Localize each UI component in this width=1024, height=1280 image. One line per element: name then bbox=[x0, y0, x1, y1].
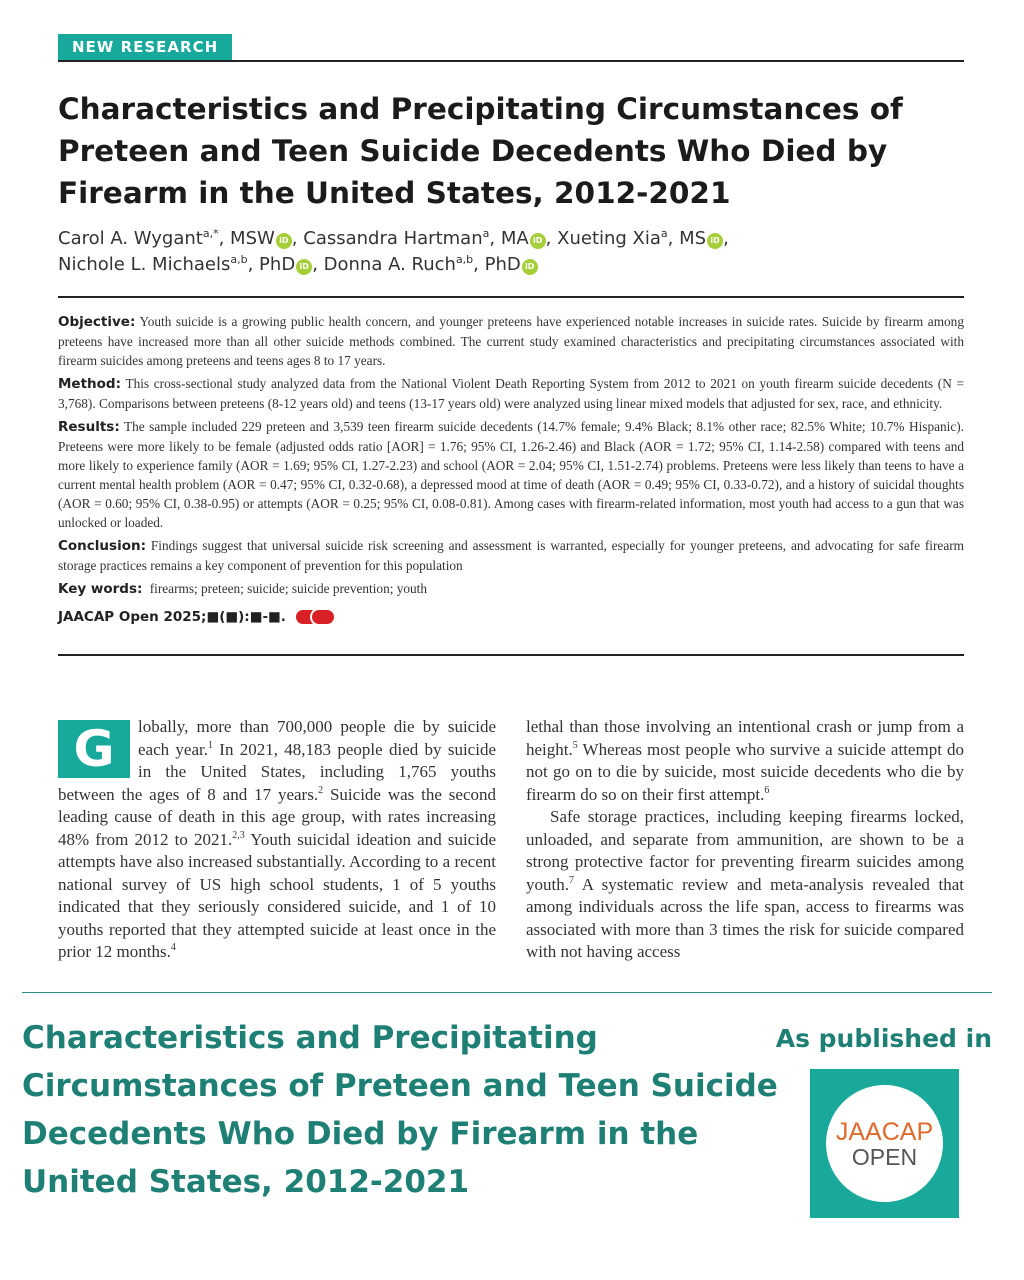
author bbox=[324, 254, 538, 275]
author: Nichole L. Michaels$^{a,b}$, PhD iD , bbox=[58, 253, 324, 275]
footer-divider bbox=[22, 992, 992, 993]
keywords-text: firearms; preteen; suicide; suicide prevention; youth bbox=[149, 581, 428, 596]
footer-title: Characteristics and Precipitating Circumstances of Preteen and Teen Suicide Decedents Who Died by Firearm in the United States, 2012-2021 bbox=[22, 1020, 778, 1200]
author: Xueting Xia$^a$, MS iD , bbox=[557, 227, 729, 249]
results-label: Results: bbox=[58, 419, 120, 435]
reference-superscript[interactable]: 7 bbox=[568, 874, 574, 886]
header-bar bbox=[58, 34, 964, 62]
objective-label: Objective: bbox=[58, 314, 136, 330]
method-label: Method: bbox=[58, 376, 121, 392]
abstract-conclusion bbox=[58, 536, 964, 575]
author-degree: , PhD bbox=[247, 254, 296, 275]
body-column-left bbox=[58, 716, 496, 964]
author-affiliation: a,* bbox=[202, 227, 219, 240]
author-affiliation: a,b bbox=[230, 253, 248, 266]
abstract-method bbox=[58, 374, 964, 413]
method-text: This cross-sectional study analyzed data from the National Violent Death Reporting System from 2012 to 2021 on youth firearm suicide decedents (N = 3,768). Comparisons between preteens (8-12 years old) and teens (13-17 years old) were analyzed using linear mixed models that adjusted for sex, race, and ethnicity. bbox=[58, 376, 964, 411]
author-name: Donna A. Ruch bbox=[323, 254, 456, 275]
body-paragraph-3: Safe storage practices, including keeping firearms locked, unloaded, and separate from ammunition, are shown to be a strong protective factor for preventing firearm suicides among youth.$^7$ A systematic review and meta-analysis revealed that among individuals across the life span, access to firearms was associated with more than 3 times the risk for suicide compared with not having access bbox=[526, 807, 964, 961]
journal-logo bbox=[810, 1069, 959, 1218]
author-affiliation: a,b bbox=[455, 253, 474, 266]
reference-superscript[interactable]: 2,3 bbox=[232, 829, 245, 841]
journal-logo-line2: OPEN bbox=[851, 1143, 918, 1170]
article-title: Characteristics and Precipitating Circumstances of Preteen and Teen Suicide Decedents Who Died by Firearm in the United States, 2012-2021 bbox=[58, 92, 903, 210]
orcid-icon[interactable]: iD bbox=[707, 233, 723, 249]
author-name: Carol A. Wygant bbox=[58, 228, 203, 249]
orcid-icon[interactable]: iD bbox=[276, 233, 292, 249]
author-list bbox=[58, 226, 938, 278]
author-name: Cassandra Hartman bbox=[303, 228, 483, 249]
journal-logo-circle bbox=[826, 1085, 943, 1202]
reference-superscript[interactable]: 6 bbox=[764, 784, 770, 796]
orcid-icon[interactable]: iD bbox=[296, 259, 312, 275]
abstract bbox=[58, 296, 964, 656]
author-name: Nichole L. Michaels bbox=[58, 254, 231, 275]
body-column-right bbox=[526, 716, 964, 964]
journal-logo-line1: JAACAP bbox=[835, 1117, 934, 1146]
keywords bbox=[58, 579, 964, 599]
objective-text: Youth suicide is a growing public health concern, and younger preteens have experienced notable increases in suicide rates. Suicide by firearm among preteens have increased more than all other suicide methods combined. The current study examined characteristics and precipitating circumstances associated with firearm suicides among preteens and teens ages 8 to 17 years. bbox=[58, 314, 964, 368]
author-degree: , PhD bbox=[473, 254, 521, 275]
author-affiliation: a bbox=[482, 227, 490, 240]
abstract-results bbox=[58, 417, 964, 532]
body-paragraph-1: lobally, more than 700,000 people die by suicide each year.$^1$ In 2021, 48,183 people died by suicide in the United States, including 1,765 youths between the ages of 8 and 17 years.$^2$ Suicide was the second leading cause of death in this age group, with rates increasing 48% from 2012 to 2021.$^{2,3}$ Youth suicidal ideation and suicide attempts have also increased substantially. According to a recent national survey of US high school students, 1 of 5 youths indicated that they seriously considered suicide, and 1 of 10 youths reported that they attempted suicide at least once in the prior 12 months.$^4$ bbox=[58, 717, 497, 961]
author: Cassandra Hartman$^a$, MA iD , bbox=[303, 227, 558, 249]
article-body bbox=[58, 716, 964, 964]
body-paragraph-2: lethal than those involving an intentional crash or jump from a height.$^5$ Whereas most people who survive a suicide attempt do not go on to die by suicide, most suicide decedents who die by firearm do so on their first attempt.$^6$ bbox=[526, 717, 964, 804]
crossmark-icon[interactable] bbox=[294, 605, 338, 629]
abstract-objective bbox=[58, 312, 964, 370]
author-affiliation: a bbox=[660, 227, 668, 240]
results-text: The sample included 229 preteen and 3,539 teen firearm suicide decedents (14.7% female; 9.4% Black; 8.1% other race; 82.5% White; 10.7% Hispanic). Preteens were more likely to be female (adjusted odds ratio [AOR] = 1.76; 95% CI, 1.26-2.46) and Black (AOR = 1.72; 95% CI, 1.14-2.58) compared with teens and more likely to experience family (AOR = 1.69; 95% CI, 1.27-2.23) and school (AOR = 2.04; 95% CI, 1.51-2.74) problems. Preteens were less likely than teens to have a current mental health problem (AOR = 0.47; 95% CI, 0.32-0.68), a depressed mood at time of death (AOR = 0.49; 95% CI, 0.33-0.72), and a history of suicidal thoughts (AOR = 0.60; 95% CI, 0.38-0.95) or attempts (AOR = 0.25; 95% CI, 0.08-0.81). Among cases with firearm-related information, most youth had access to a gun that was unlocked or loaded. bbox=[58, 419, 964, 530]
conclusion-text: Findings suggest that universal suicide risk screening and assessment is warranted, especially for younger preteens, and advocating for safe firearm storage practices remains a key component of prevention for this population bbox=[58, 538, 965, 573]
drop-cap: G bbox=[58, 720, 130, 778]
citation-text: JAACAP Open 2025;■(■):■-■. bbox=[58, 609, 286, 625]
author-degree: , MA bbox=[489, 228, 529, 249]
reference-superscript[interactable]: 5 bbox=[572, 739, 578, 751]
section-tag: NEW RESEARCH bbox=[58, 34, 232, 60]
author-name: Xueting Xia bbox=[557, 228, 661, 249]
author-degree: , MS bbox=[667, 228, 707, 249]
keywords-label: Key words: bbox=[58, 581, 143, 597]
citation bbox=[58, 605, 964, 629]
published-in-label: As published in bbox=[775, 1024, 992, 1053]
reference-superscript[interactable]: 4 bbox=[170, 942, 176, 953]
reference-superscript[interactable]: 2 bbox=[318, 784, 324, 796]
conclusion-label: Conclusion: bbox=[58, 538, 146, 554]
orcid-icon[interactable]: iD bbox=[530, 233, 546, 249]
reference-superscript[interactable]: 1 bbox=[208, 739, 213, 751]
author-degree: , MSW bbox=[218, 228, 275, 249]
author: Carol A. Wygant$^{a,*}$, MSW iD , bbox=[58, 227, 304, 249]
orcid-icon[interactable]: iD bbox=[522, 259, 538, 275]
